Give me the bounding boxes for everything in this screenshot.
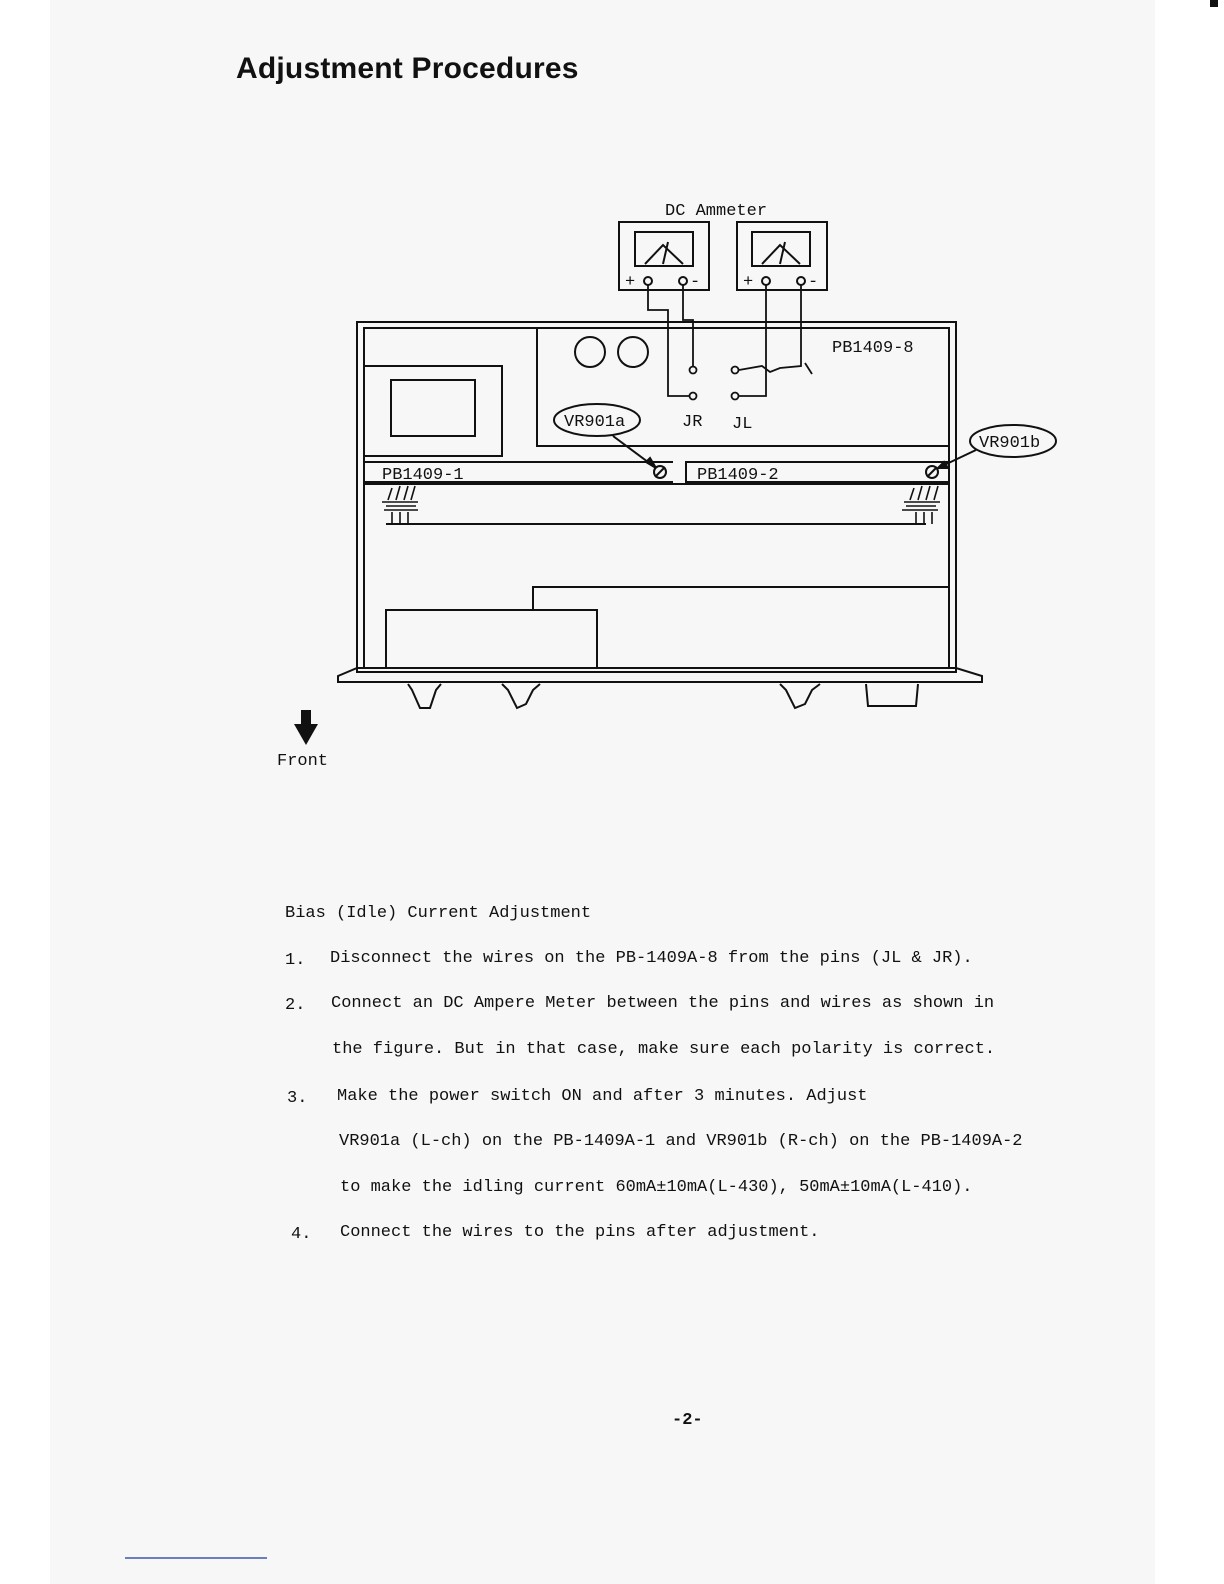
meter-left-plus: + [625,273,636,292]
page-number: -2- [672,1411,703,1430]
step-3-line-3: to make the idling current 60mA±10mA(L-430), 50mA±10mA(L-410). [340,1178,973,1197]
heatsink-bracket-left [382,486,418,524]
meter-label: DC Ammeter [665,202,768,221]
footer-rule [125,1557,267,1559]
meter-right-minus: - [808,273,819,292]
step-3-number: 3. [287,1089,308,1108]
step-3-line-1: Make the power switch ON and after 3 minutes. Adjust [337,1087,868,1106]
step-2-line-1: Connect an DC Ampere Meter between the pins and wires as shown in [331,994,995,1013]
step-3-line-2: VR901a (L-ch) on the PB-1409A-1 and VR901b (R-ch) on the PB-1409A-2 [339,1132,1023,1151]
vr901b-label: VR901b [979,434,1041,453]
heatsink-bracket-right [902,486,940,524]
ammeter-right [737,222,827,292]
front-arrow-icon [294,710,318,745]
step-4-line-1: Connect the wires to the pins after adjustment. [340,1223,820,1242]
board-right-label: PB1409-2 [697,466,779,485]
step-2-number: 2. [285,996,306,1015]
step-4-number: 4. [291,1225,312,1244]
pin-wiring [648,285,812,400]
chassis [338,322,982,708]
meter-left-minus: - [690,273,701,292]
procedure-heading: Bias (Idle) Current Adjustment [285,904,592,923]
vr901b-trimmer [926,466,938,478]
step-2-line-2: the figure. But in that case, make sure each polarity is correct. [332,1040,996,1059]
front-label: Front [277,752,329,771]
meter-right-plus: + [743,273,754,292]
board-left-label: PB1409-1 [382,466,464,485]
vr901a-label: VR901a [564,413,626,432]
ammeter-left [619,222,709,292]
pin-jl-label: JL [732,415,753,434]
page-title: Adjustment Procedures [236,52,579,85]
step-1-line-1: Disconnect the wires on the PB-1409A-8 from the pins (JL & JR). [330,949,973,968]
pin-jr-label: JR [682,413,703,432]
board-top-label: PB1409-8 [832,339,914,358]
step-1-number: 1. [285,951,306,970]
